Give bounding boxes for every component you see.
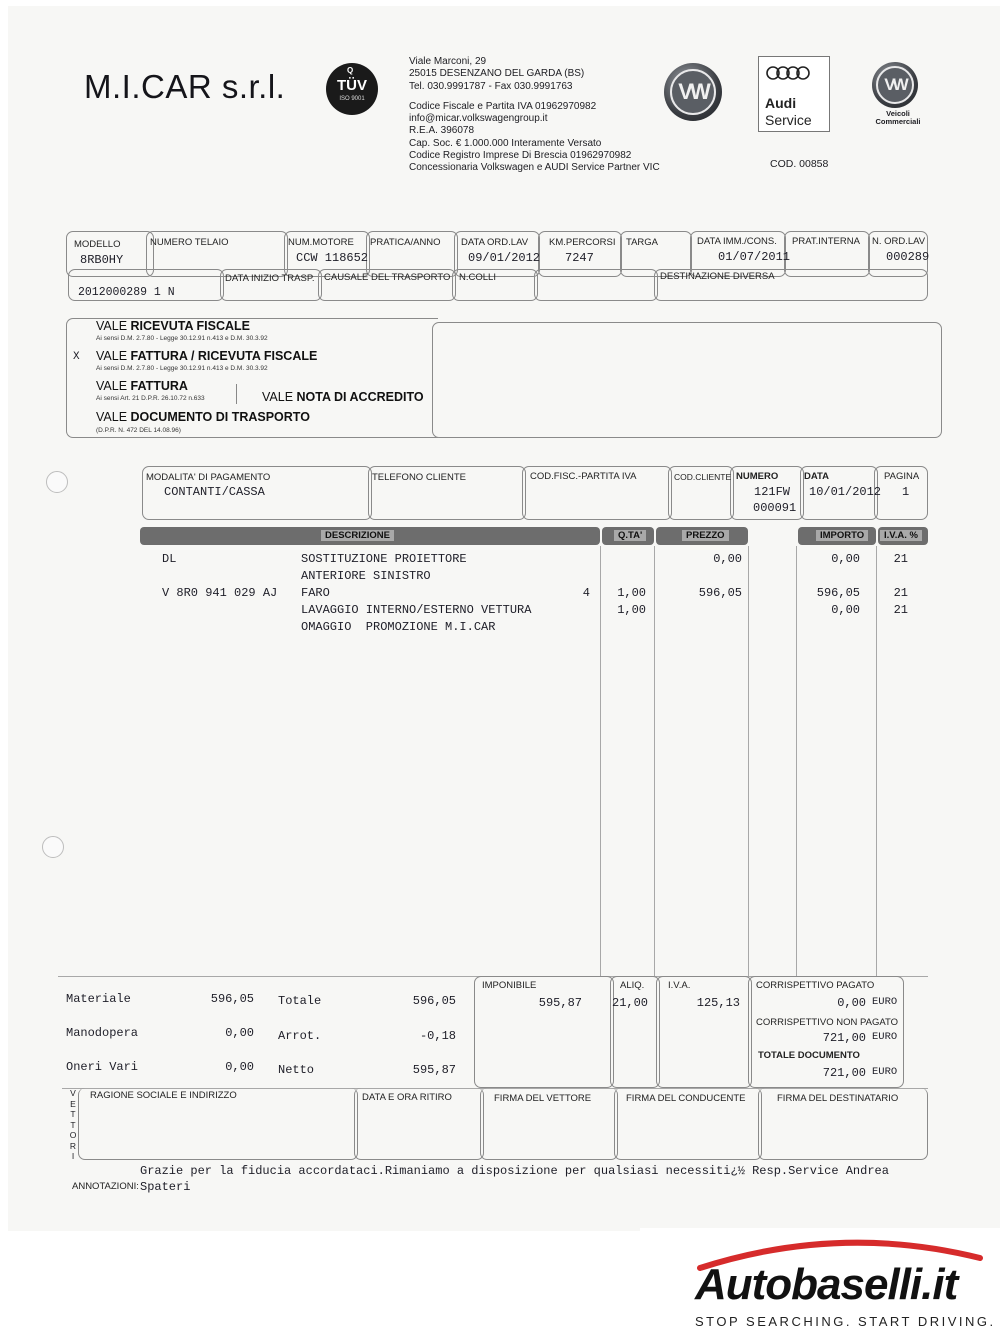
punch-hole: [42, 836, 64, 858]
data-ord-value: 09/01/2012: [468, 251, 541, 265]
qta-header: Q.TA': [614, 530, 646, 541]
oneri-label: Oneri Vari: [66, 1060, 139, 1074]
list-item: ANTERIORE SINISTRO: [301, 569, 431, 583]
autobaselli-watermark: [640, 1228, 1000, 1333]
arrot-label: Arrot.: [278, 1029, 322, 1043]
totale-label: Totale: [278, 994, 322, 1008]
volkswagen-logo: VW: [664, 63, 722, 121]
vw-commercial-logo: VW: [872, 62, 918, 108]
arrot-value: -0,18: [419, 1029, 456, 1043]
blank-box: [534, 269, 658, 301]
aliq-label: ALIQ.: [620, 980, 645, 991]
list-item: LAVAGGIO INTERNO/ESTERNO VETTURA 1,00 0,00 21: [301, 603, 908, 617]
audi-rings-icon: [765, 65, 813, 81]
aliq-value: 21,00: [612, 996, 649, 1010]
doc-trasporto-sub: (D.P.R. N. 472 DEL 14.08.96): [96, 427, 181, 434]
ragione-label: RAGIONE SOCIALE E INDIRIZZO: [90, 1090, 237, 1101]
data-imm-label: DATA IMM./CONS.: [697, 236, 777, 247]
currency: EURO: [872, 1066, 898, 1078]
data-inizio-label: DATA INIZIO TRASP.: [225, 273, 315, 284]
customer-address-box: [432, 322, 942, 438]
iva-header: I.V.A. %: [880, 530, 922, 541]
oneri-value: 0,00: [225, 1060, 254, 1074]
totale-doc-value: 721,00: [822, 1066, 866, 1080]
data-value: 10/01/2012: [809, 485, 882, 499]
totale-value: 596,05: [412, 994, 456, 1008]
company-name: M.I.CAR s.r.l.: [84, 68, 286, 105]
list-item: OMAGGIO PROMOZIONE M.I.CAR: [301, 620, 496, 634]
firma-vettore-label: FIRMA DEL VETTORE: [494, 1093, 592, 1104]
nota-accredito-option: VALE NOTA DI ACCREDITO: [262, 390, 424, 404]
colli-label: N.COLLI: [459, 272, 496, 283]
ricevuta-fiscale-option: VALE RICEVUTA FISCALE: [96, 319, 250, 333]
firma-destinatario-label: FIRMA DEL DESTINATARIO: [777, 1093, 899, 1104]
prat-interna-label: PRAT.INTERNA: [792, 236, 860, 247]
motore-label: NUM.MOTORE: [288, 237, 354, 248]
fattura-option: VALE FATTURA: [96, 379, 188, 393]
iva-box: [656, 976, 752, 1088]
company-cod: COD. 00858: [770, 158, 829, 170]
modello-value: 8RB0HY: [80, 253, 124, 267]
currency: EURO: [872, 996, 898, 1008]
numero-value-1: 121FW: [754, 485, 791, 499]
divider: [236, 384, 237, 404]
numero-value-2: 000091: [753, 501, 797, 515]
telefono-label: TELEFONO CLIENTE: [372, 472, 466, 483]
n-ord-label: N. ORD.LAV: [872, 236, 926, 247]
company-address: Viale Marconi, 29 25015 DESENZANO DEL GARDA (BS) Tel. 030.9991787 - Fax 030.9991763 Codice Fiscale e Partita IVA 01962970982 info@micar.volkswagengroup.it R.E.A. 396078 Cap. Soc. € 1.000.000 Interamente Versato Codice Registro Imprese Di Brescia 01962970982 Concessionaria Volkswagen e AUDI Service Partner VIC: [409, 56, 660, 174]
doc-trasporto-option: VALE DOCUMENTO DI TRASPORTO: [96, 410, 310, 424]
materiale-value: 596,05: [210, 992, 254, 1006]
vettori-side-label: V E T T O R I: [69, 1088, 77, 1161]
firma-conducente-label: FIRMA DEL CONDUCENTE: [626, 1093, 746, 1104]
manodopera-label: Manodopera: [66, 1026, 139, 1040]
importo-header: IMPORTO: [816, 530, 868, 541]
km-label: KM.PERCORSI: [549, 237, 616, 248]
data-ord-label: DATA ORD.LAV: [461, 237, 529, 248]
corr-pagato-value: 0,00: [837, 996, 866, 1010]
imponibile-label: IMPONIBILE: [482, 980, 537, 991]
prezzo-header: PREZZO: [682, 530, 729, 541]
cod-fisc-label: COD.FISC.-PARTITA IVA: [530, 471, 637, 482]
pratica-label: PRATICA/ANNO: [370, 237, 441, 248]
invoice-paper: [8, 6, 1000, 1231]
fattura-ricevuta-sub: Ai sensi D.M. 2.7.80 - Legge 30.12.91 n.413 e D.M. 30.3.92: [96, 365, 268, 372]
causale-label: CAUSALE DEL TRASPORTO: [324, 272, 451, 283]
materiale-label: Materiale: [66, 992, 131, 1006]
modello-label: MODELLO: [74, 239, 121, 250]
data-ritiro-label: DATA E ORA RITIRO: [362, 1092, 452, 1103]
currency: EURO: [872, 1031, 898, 1043]
corr-non-pagato-label: CORRISPETTIVO NON PAGATO: [756, 1017, 898, 1028]
tuv-logo: Q TÜV ISO 9001: [326, 63, 378, 115]
data-label: DATA: [804, 471, 829, 482]
imponibile-box: [474, 976, 614, 1088]
vw-commercial-label: Veicoli Commerciali: [875, 109, 921, 126]
netto-label: Netto: [278, 1063, 315, 1077]
modalita-value: CONTANTI/CASSA: [164, 485, 265, 499]
list-item: V 8R0 941 029 AJ FARO 4 1,00 596,05 596,05 21: [162, 586, 908, 600]
pagina-label: PAGINA: [884, 471, 920, 482]
iva-value: 125,13: [696, 996, 740, 1010]
telaio-label: NUMERO TELAIO: [150, 237, 229, 248]
corr-pagato-label: CORRISPETTIVO PAGATO: [756, 980, 875, 991]
pagina-value: 1: [902, 485, 910, 499]
annotation-line-1: Grazie per la fiducia accordataci.Rimaniamo a disposizione per qualsiasi necessiti¿½ Resp.Service Andrea: [140, 1164, 889, 1178]
ricevuta-sub: Ai sensi D.M. 2.7.80 - Legge 30.12.91 n.413 e D.M. 30.3.92: [96, 335, 268, 342]
brand-tagline: STOP SEARCHING. START DRIVING.: [695, 1314, 996, 1329]
motore-value: CCW 118652: [296, 251, 369, 265]
fattura-sub: Ai sensi Art. 21 D.P.R. 26.10.72 n.633: [96, 395, 205, 402]
audi-service-logo: Audi Service: [758, 56, 830, 132]
numero-label: NUMERO: [736, 471, 779, 482]
imponibile-value: 595,87: [538, 996, 582, 1010]
aliq-box: [610, 976, 660, 1088]
fattura-ricevuta-option: VALE FATTURA / RICEVUTA FISCALE: [96, 349, 318, 363]
totale-doc-label: TOTALE DOCUMENTO: [758, 1050, 860, 1061]
manodopera-value: 0,00: [225, 1026, 254, 1040]
list-item: DL SOSTITUZIONE PROIETTORE 0,00 0,00 21: [162, 552, 908, 566]
doc-ref-value: 2012000289 1 N: [78, 286, 175, 299]
targa-label: TARGA: [626, 237, 659, 248]
selected-mark: X: [73, 351, 80, 363]
km-value: 7247: [565, 251, 594, 265]
corr-non-pagato-value: 721,00: [822, 1031, 866, 1045]
punch-hole: [46, 471, 68, 493]
brand-text: Autobaselli.it: [695, 1260, 958, 1309]
annotation-line-2: Spateri: [140, 1180, 191, 1194]
destinazione-label: DESTINAZIONE DIVERSA: [660, 271, 775, 282]
modalita-label: MODALITA' DI PAGAMENTO: [146, 472, 271, 483]
descrizione-header: DESCRIZIONE: [321, 530, 394, 541]
cod-cliente-label: COD.CLIENTE: [674, 472, 732, 482]
iva-label: I.V.A.: [668, 980, 691, 991]
netto-value: 595,87: [412, 1063, 456, 1077]
annotations-label: ANNOTAZIONI:: [72, 1181, 139, 1192]
data-imm-value: 01/07/2011: [718, 250, 791, 264]
n-ord-value: 000289: [886, 250, 930, 264]
